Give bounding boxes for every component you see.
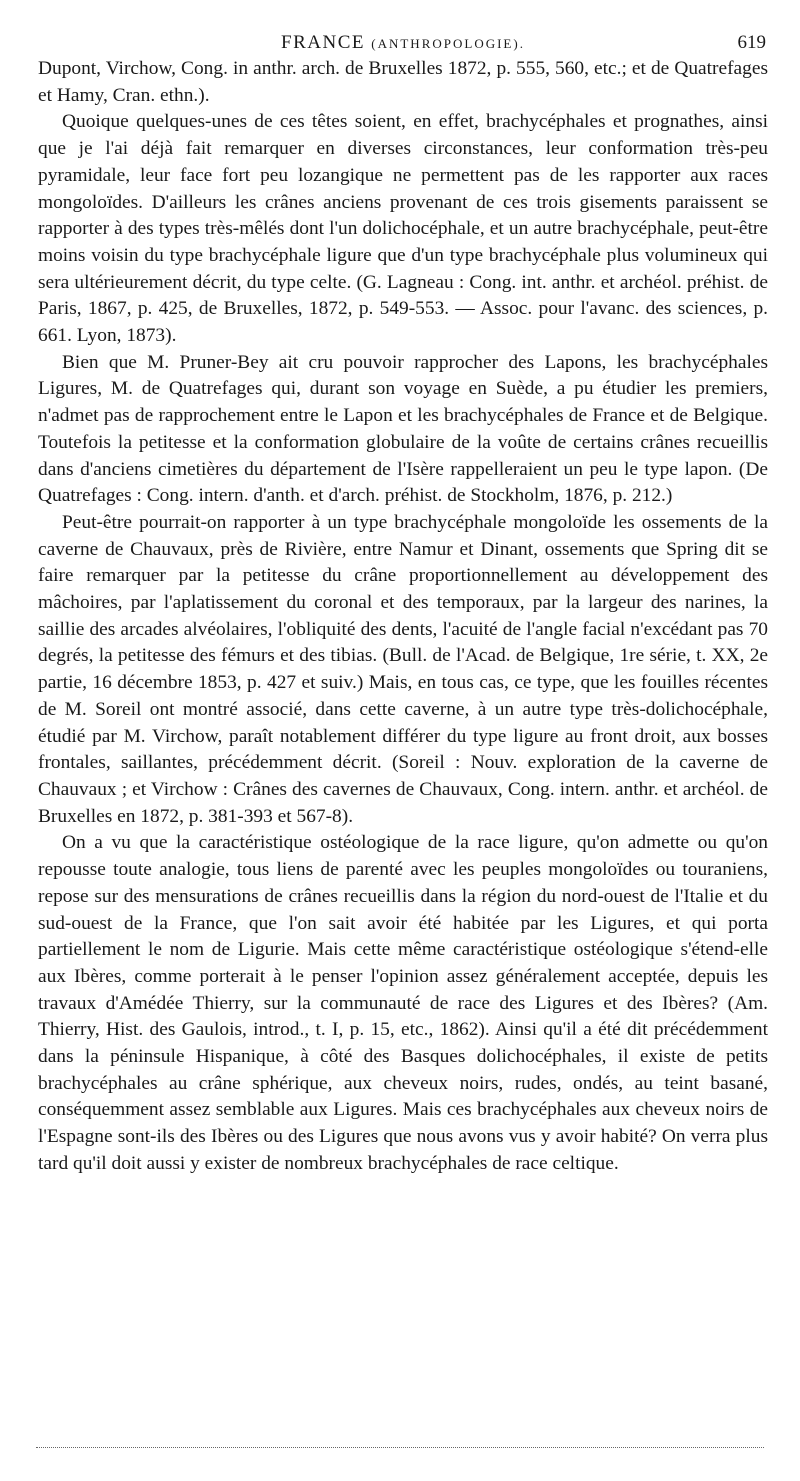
page bbox=[38, 30, 768, 1178]
footer-rule bbox=[36, 1447, 764, 1448]
page-header bbox=[38, 30, 768, 56]
body-text bbox=[38, 56, 768, 1178]
paragraph: Quoique quelques-unes de ces têtes soient, en effet, brachycéphales et prognathes, ainsi que je l'ai déjà fait remarquer en diverses circonstances, leur conformation très-peu pyramidale, leur face fort peu lozangique ne permettent pas de les rapporter aux races mongoloïdes. D'ailleurs les crânes anciens provenant de ces trois gisements paraissent se rapporter à des types très-mêlés dont l'un dolichocéphale, et un autre brachycéphale, peut-être moins voisin du type brachycéphale ligure que d'un type brachycéphale plus volumineux qui sera ultérieurement décrit, du type celte. (G. Lagneau : Cong. int. anthr. et archéol. préhist. de Paris, 1867, p. 425, de Bruxelles, 1872, p. 549-553. — Assoc. pour l'avanc. des sciences, p. 661. Lyon, 1873). bbox=[38, 111, 768, 347]
running-subtitle: (ANTHROPOLOGIE). bbox=[371, 36, 525, 51]
paragraph: Peut-être pourrait-on rapporter à un type brachycéphale mongoloïde les ossements de la caverne de Chauvaux, près de Rivière, entre Namur et Dinant, ossements que Spring dit se faire remarquer par la petitesse du crâne proportionnellement au développement des mâchoires, par l'aplatissement du coronal et des temporaux, par la largeur des narines, la saillie des arcades alvéolaires, l'obliquité des dents, l'acuité de l'angle facial n'excédant pas 70 degrés, la petitesse des fémurs et des tibias. (Bull. de l'Acad. de Belgique, 1re série, t. XX, 2e partie, 16 décembre 1853, p. 427 et suiv.) Mais, en tous cas, ce type, que les fouilles récentes de M. Soreil ont montré associé, dans cette caverne, à un autre type très-dolichocéphale, étudié par M. Virchow, paraît notablement différer du type ligure au front droit, aux bosses frontales, saillantes, précédemment décrit. (Soreil : Nouv. exploration de la caverne de Chauvaux ; et Virchow : Crânes des cavernes de Chauvaux, Cong. intern. anthr. et archéol. de Bruxelles en 1872, p. 381-393 et 567-8). bbox=[38, 511, 768, 827]
paragraph: Bien que M. Pruner-Bey ait cru pouvoir rapprocher des Lapons, les brachycéphales Ligures, M. de Quatrefages qui, durant son voyage en Suède, a pu étudier les premiers, n'admet pas de rapprochement entre le Lapon et les brachycéphales de France et de Belgique. Toutefois la petitesse et la conformation globulaire de la voûte de certains crânes recueillis dans d'anciens cimetières du département de l'Isère rappelleraient un peu le type lapon. (De Quatrefages : Cong. intern. d'anth. et d'arch. préhist. de Stockholm, 1876, p. 212.) bbox=[38, 351, 768, 507]
running-head bbox=[38, 30, 768, 58]
paragraph: On a vu que la caractéristique ostéologique de la race ligure, qu'on admette ou qu'on repousse toute analogie, tous liens de parenté avec les peuples mongoloïdes ou touraniens, repose sur des mensurations de crânes recueillis dans la région du nord-ouest de l'Italie et du sud-ouest de la France, que l'on sait avoir été habitée par les Ligures, et qui porta partiellement le nom de Ligurie. Mais cette même caractéristique ostéologique s'étend-elle aux Ibères, comme porterait à le penser l'opinion assez généralement acceptée, depuis les travaux d'Amédée Thierry, sur la communauté de race des Ligures et des Ibères? (Am. Thierry, Hist. des Gaulois, introd., t. I, p. 15, etc., 1862). Ainsi qu'il a été dit précédemment dans la péninsule Hispanique, à côté des Basques dolichocéphales, il existe de petits brachycéphales au crâne sphérique, aux cheveux noirs, rudes, ondés, au teint basané, conséquemment assez semblable aux Ligures. Mais ces brachycéphales aux cheveux noirs de l'Espagne sont-ils des Ibères ou des Ligures que nous avons vus y avoir habité? On verra plus tard qu'il doit aussi y exister de nombreux brachycéphales de race celtique. bbox=[38, 832, 768, 1174]
page-number: 619 bbox=[737, 32, 766, 53]
running-title: FRANCE bbox=[281, 32, 366, 53]
paragraph-continued: Dupont, Virchow, Cong. in anthr. arch. de Bruxelles 1872, p. 555, 560, etc.; et de Quatrefages et Hamy, Cran. ethn.). bbox=[38, 58, 768, 106]
